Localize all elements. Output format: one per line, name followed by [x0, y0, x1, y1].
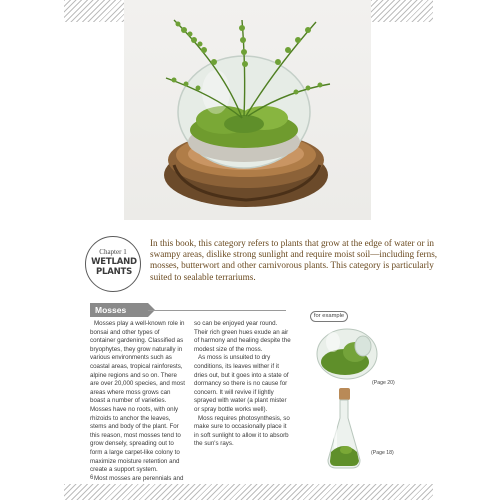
- moss-flask-image: [322, 388, 366, 470]
- terrarium-photo: [124, 0, 371, 220]
- header-hatch-left: [64, 0, 124, 22]
- section-divider: [148, 310, 286, 311]
- page-reference: (Page 20): [372, 380, 395, 386]
- body-paragraph: so can be enjoyed year round. Their rich green hues exude an air of harmony and healing despite the modest size of the moss.: [194, 320, 291, 353]
- body-paragraph: Mosses play a well-known role in bonsai and other types of container gardening. Classified as bryophytes, they grow naturally in various environments such as coastal areas, tropical rainforests, alpine regions and so on. There are over 20,000 species, and most areas where moss grows can boast a number of varieties. Mosses have no roots, with only rhizoids to anchor the leaves, stems and body of the plant. For this reason, most mosses tend to grow densely, spreading out to form a large carpet-like colony to maximize moisture retention and create a support system.: [90, 320, 185, 474]
- moss-bowl-image: [311, 322, 387, 382]
- body-paragraph: As moss is unsuited to dry conditions, its leaves wither if it dries out, but it goes into a state of dormancy so there is no cause for concern. It will revive if lightly sprayed with water (a plant mister or spray bottle works well).: [194, 354, 289, 413]
- chapter-intro: In this book, this category refers to plants that grow at the edge of water or in swampy areas, dislike strong sunlight and require moist soil—including ferns, mosses, butterwort and other carnivorous plants. This category is particularly suited to sealable terrariums.: [150, 238, 438, 282]
- header-hatch-right: [371, 0, 433, 22]
- footer-hatch: [64, 484, 433, 500]
- page-reference: (Page 18): [371, 450, 394, 456]
- chapter-badge: [85, 236, 141, 292]
- section-header: Mosses: [90, 303, 148, 317]
- body-column-2: [194, 320, 291, 449]
- chapter-title: WETLAND PLANTS: [91, 257, 137, 277]
- body-paragraph: Moss requires photosynthesis, so make sure to occasionally place it in soft sunlight to allow it to absorb the sun's rays.: [194, 414, 290, 448]
- body-paragraph: Most mosses are perennials and: [94, 474, 184, 482]
- example-callout: for example: [310, 311, 348, 322]
- chapter-label: Chapter 1: [99, 248, 127, 256]
- page-number: 6: [90, 475, 94, 481]
- body-column-1: [90, 320, 186, 483]
